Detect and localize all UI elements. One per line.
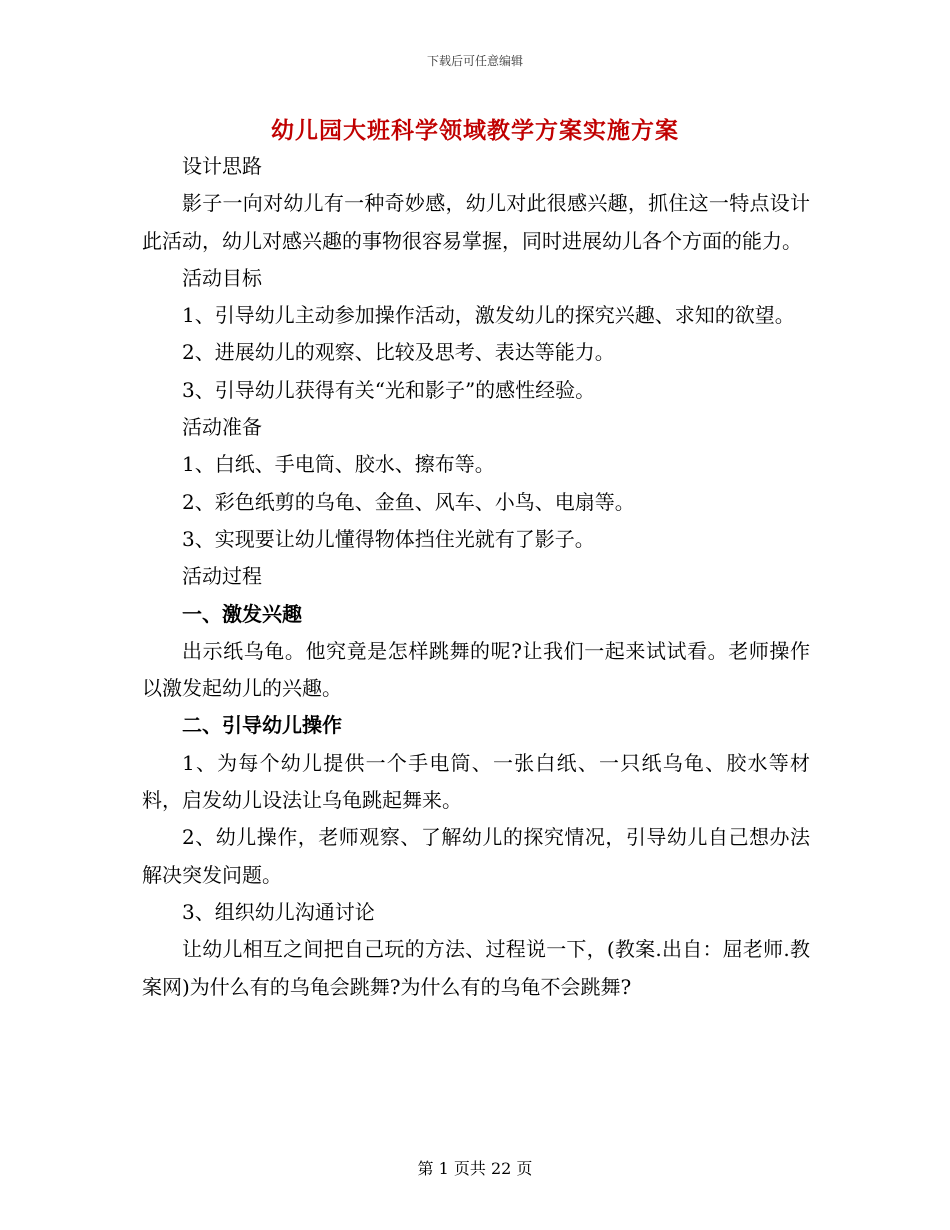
page-footer: 第 1 页共 22 页 (417, 1159, 533, 1178)
paragraph-goal-2: 2、进展幼儿的观察、比较及思考、表达等能力。 (182, 340, 615, 365)
paragraph-prep-3: 3、实现要让幼儿懂得物体挡住光就有了影子。 (182, 526, 595, 551)
paragraph-step-2: 2、幼儿操作，老师观察、了解幼儿的探究情况，引导幼儿自己想办法解决突发问题。 (142, 825, 810, 887)
paragraph-goal-3: 3、引导幼儿获得有关“光和影子”的感性经验。 (182, 377, 596, 402)
paragraph-prep-2: 2、彩色纸剪的乌龟、金鱼、风车、小鸟、电扇等。 (182, 489, 635, 514)
paragraph-goals-heading: 活动目标 (182, 265, 262, 290)
paragraph-step-3: 3、组织幼儿沟通讨论 (182, 899, 375, 924)
paragraph-discussion: 让幼儿相互之间把自己玩的方法、过程说一下，(教案.出自：屈老师.教案网)为什么有的乌龟会跳舞?为什么有的乌龟不会跳舞? (142, 937, 810, 999)
paragraph-section-1-text: 出示纸乌龟。他究竟是怎样跳舞的呢?让我们一起来试试看。老师操作以激发起幼儿的兴趣。 (142, 638, 810, 701)
document-body (142, 148, 810, 1006)
paragraph-step-1: 1、为每个幼儿提供一个手电筒、一张白纸、一只纸乌龟、胶水等材料，启发幼儿设法让乌龟跳起舞来。 (142, 750, 810, 813)
paragraph-goal-1: 1、引导幼儿主动参加操作活动，激发幼儿的探究兴趣、求知的欲望。 (182, 303, 795, 328)
section-heading-1: 一、激发兴趣 (182, 601, 302, 626)
paragraph-prep-1: 1、白纸、手电筒、胶水、擦布等。 (182, 452, 495, 477)
document-title: 幼儿园大班科学领域教学方案实施方案 (271, 117, 679, 144)
paragraph-prep-heading: 活动准备 (182, 415, 262, 440)
paragraph-design-heading: 设计思路 (182, 154, 262, 178)
section-heading-2: 二、引导幼儿操作 (182, 713, 342, 738)
paragraph-process-heading: 活动过程 (182, 564, 262, 589)
paragraph-design-text: 影子一向对幼儿有一种奇妙感，幼儿对此很感兴趣，抓住这一特点设计此活动，幼儿对感兴趣的事物很容易掌握，同时进展幼儿各个方面的能力。 (142, 191, 810, 253)
header-note: 下载后可任意编辑 (426, 54, 523, 68)
